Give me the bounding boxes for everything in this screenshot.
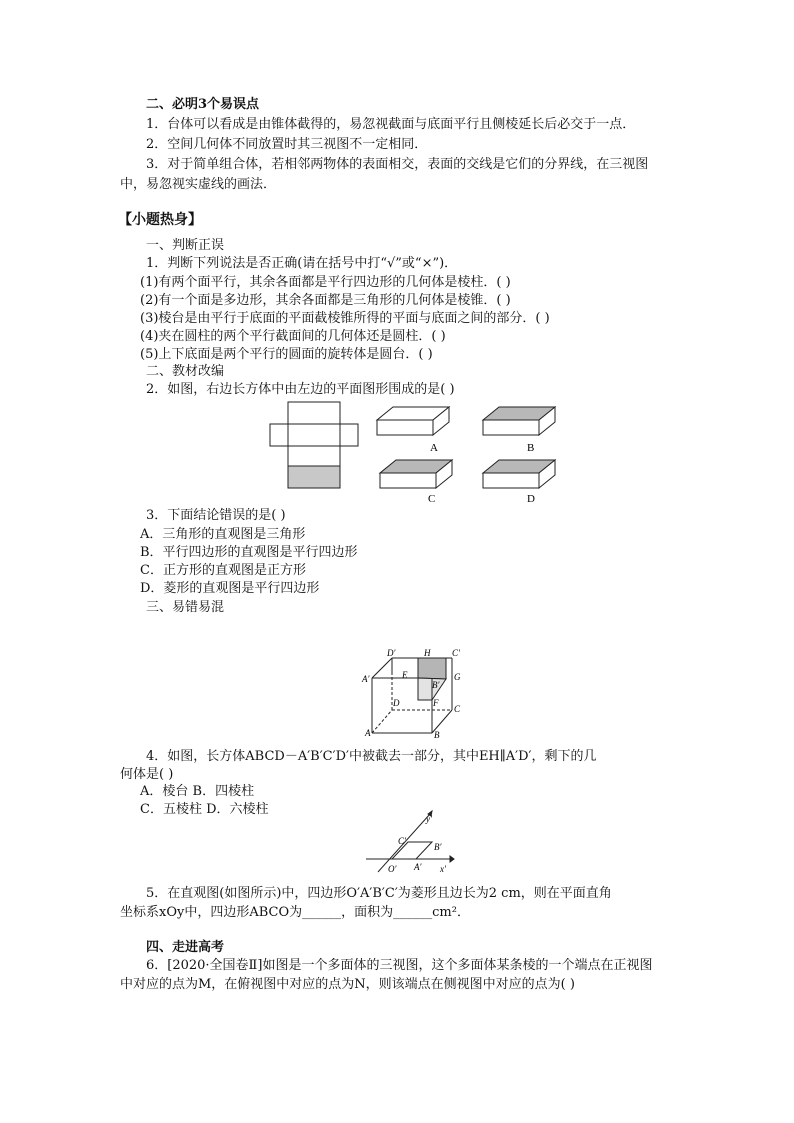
box-label-c: C [428,493,436,505]
label-y-prime: y′ [426,814,432,824]
question-5-line2: 坐标系xOy中，四边形ABCO为______，面积为______cm²． [120,905,470,920]
label-b: B [434,730,440,740]
question-3-option-c: C．正方形的直观图是正方形 [140,563,306,578]
question-1-item-4: (4)夹在圆柱的两个平行截面间的几何体还是圆柱．( ) [140,329,446,344]
question-1-item-2: (2)有一个面是多边形，其余各面都是三角形的几何体是棱锥．( ) [140,293,511,308]
box-option-a [377,405,457,455]
label-a-prime: A′ [362,674,370,684]
box-label-b: B [527,442,535,454]
label-d-prime: D′ [387,648,396,658]
part2-title: 二、教材改编 [146,364,225,379]
label-d: D [393,698,400,708]
question-6-line1: 6．[2020·全国卷Ⅱ]如图是一个多面体的三视图，这个多面体某条棱的一个端点在正视图 [146,958,653,973]
question-1-item-3: (3)棱台是由平行于底面的平面截棱锥所得的平面与底面之间的部分．( ) [140,311,550,326]
section-title-common-mistakes: 二、必明3个易误点 [146,97,260,112]
question-1-item-1: (1)有两个面平行，其余各面都是平行四边形的几何体是棱柱．( ) [140,275,511,290]
label-b-prime-axis: B′ [434,842,442,852]
box-option-d [483,458,563,508]
box-option-b [483,405,563,455]
cut-section [418,658,446,679]
box-label-d: D [527,493,535,505]
net-figure [270,402,360,492]
label-c-prime: C′ [452,648,460,658]
label-b-prime: B′ [432,680,440,690]
question-3-option-b: B．平行四边形的直观图是平行四边形 [140,545,358,560]
label-c: C [454,704,461,714]
box-label-a: A [430,442,438,454]
label-a: A [365,728,371,738]
question-5-line1: 5．在直观图(如图所示)中，四边形O′A′B′C′为菱形且边长为2 cm，则在平面直角 [146,886,612,901]
label-g: G [454,672,461,682]
question-4-options-cd: C．五棱柱 D．六棱柱 [140,802,269,817]
part1-title: 一、判断正误 [146,238,225,253]
question-3-option-a: A．三角形的直观图是三角形 [140,527,306,542]
mistake-3-line2: 中，易忽视实虚线的画法． [120,177,277,192]
question-1: 1．判断下列说法是否正确(请在括号中打“√”或“×”)． [146,256,458,271]
mistake-1: 1．台体可以看成是由锥体截得的，易忽视截面与底面平行且侧棱延长后必交于一点． [146,117,636,132]
part4-title: 四、走进高考 [146,940,225,955]
box-option-c [380,458,460,508]
question-2: 2．如图，右边长方体中由左边的平面图形围成的是( ) [146,382,455,397]
question-4-line1: 4．如图，长方体ABCD－A′B′C′D′中被截去一部分，其中EH∥A′D′，剩下的几 [146,749,597,764]
cuboid-figure [362,648,472,738]
label-c-prime-axis: C′ [398,836,406,846]
question-4-options-ab: A．棱台 B．四棱柱 [140,784,255,799]
part3-title: 三、易错易混 [146,600,225,615]
question-1-item-5: (5)上下底面是两个平行的圆面的旋转体是圆台．( ) [140,347,433,362]
label-x-prime: x′ [440,864,446,874]
question-3-option-d: D．菱形的直观图是平行四边形 [140,581,320,596]
net-shaded-face [289,467,340,488]
warmup-title: 【小题热身】 [118,212,202,228]
label-e: E [402,670,408,680]
label-a-prime-axis: A′ [414,862,422,872]
question-6-line2: 中对应的点为M，在俯视图中对应的点为N，则该端点在侧视图中对应的点为( ) [120,977,575,992]
label-f: F [433,698,439,708]
label-h: H [424,648,431,658]
mistake-2: 2．空间几何体不同放置时其三视图不一定相同． [146,137,428,152]
oblique-axis-figure [364,812,454,882]
question-3: 3．下面结论错误的是( ) [146,508,286,523]
label-o-prime: O′ [388,864,397,874]
question-4-line2: 何体是( ) [120,767,174,782]
mistake-3-line1: 3．对于简单组合体，若相邻两物体的表面相交，表面的交线是它们的分界线，在三视图 [146,157,649,172]
